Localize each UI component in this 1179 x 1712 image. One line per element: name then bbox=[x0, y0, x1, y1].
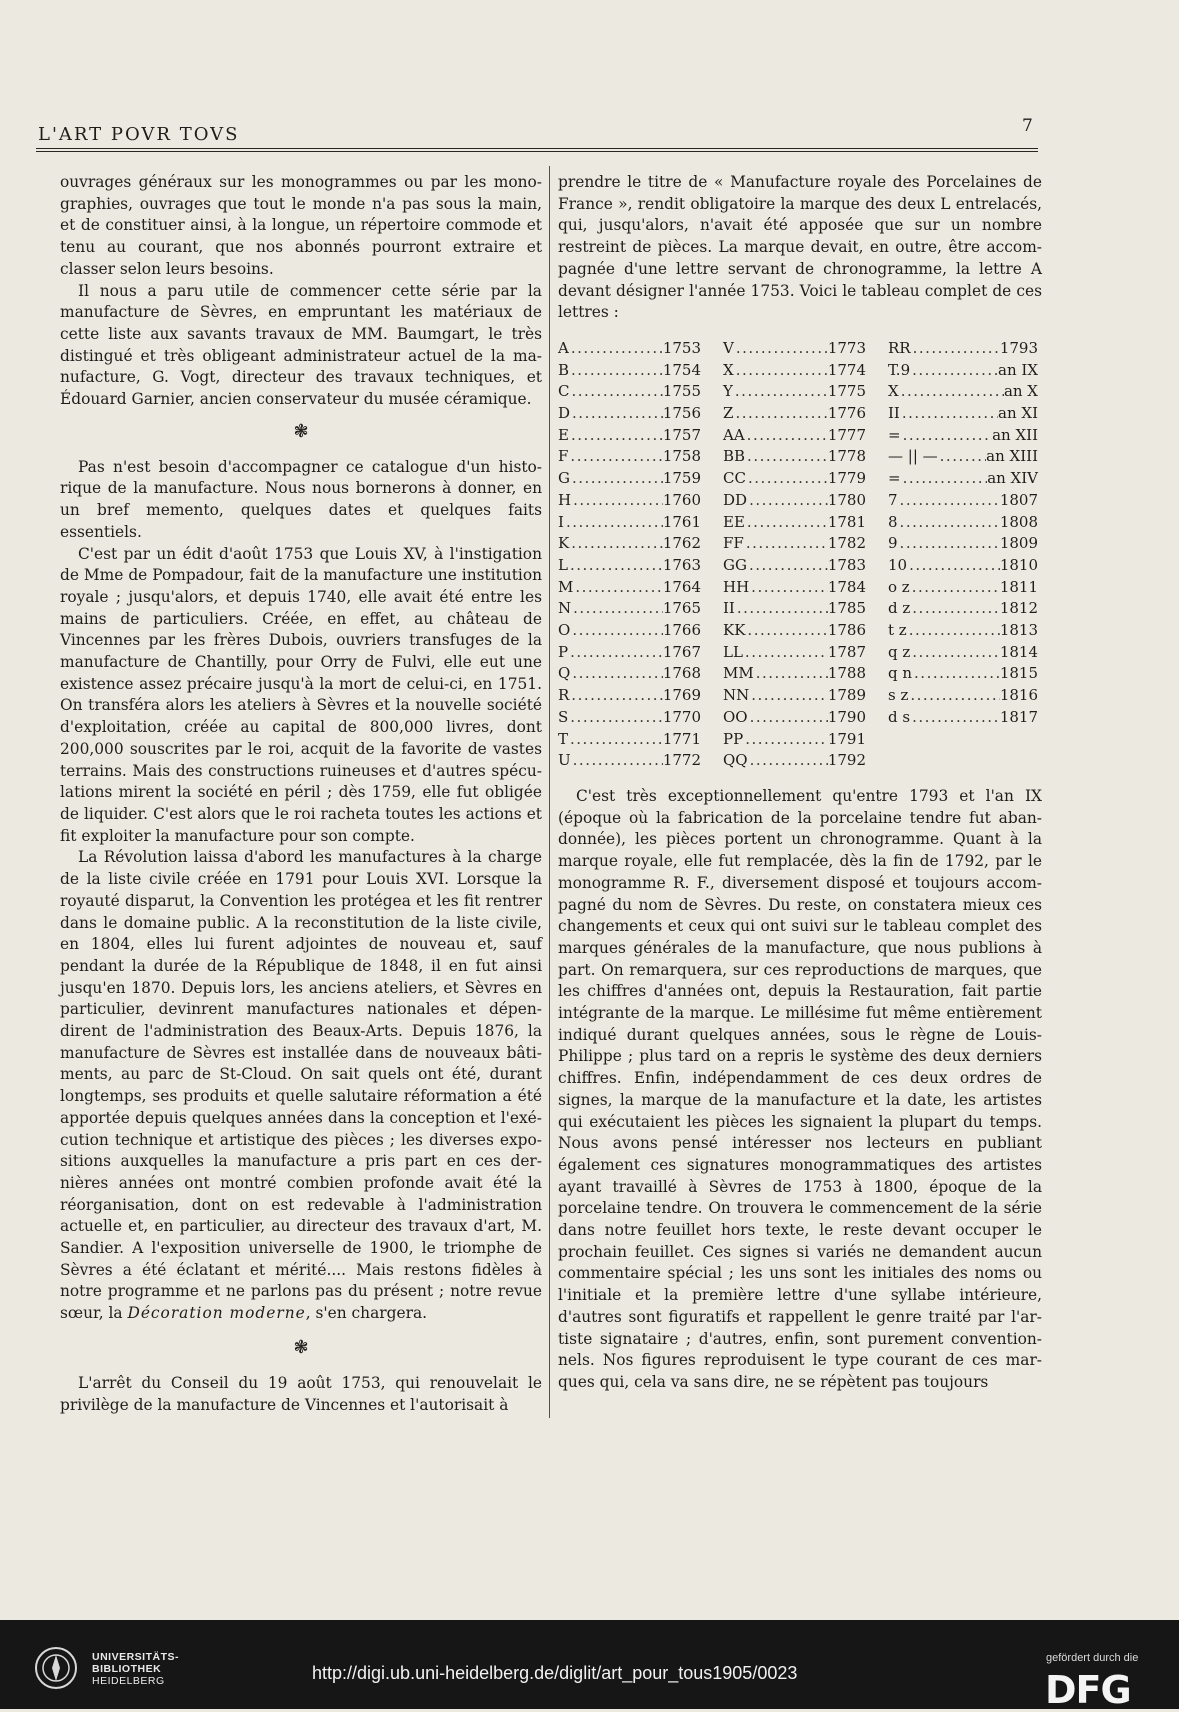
chronogram-row bbox=[558, 750, 701, 772]
leader-dots bbox=[899, 381, 1004, 403]
leader-dots bbox=[908, 685, 999, 707]
chronogram-letter: q n bbox=[888, 664, 913, 683]
journal-title: Décoration moderne bbox=[127, 1304, 306, 1323]
chronogram-year: 1772 bbox=[662, 751, 701, 770]
chronogram-letter: t z bbox=[888, 621, 907, 640]
chronogram-row bbox=[888, 468, 1038, 490]
chronogram-row bbox=[723, 381, 866, 403]
library-name bbox=[92, 1651, 179, 1687]
page-header-title: L'ART POVR TOVS bbox=[38, 124, 240, 145]
chronogram-letter: C bbox=[558, 382, 570, 401]
chronogram-year: 1793 bbox=[999, 338, 1038, 357]
chronogram-year: an XI bbox=[998, 404, 1038, 423]
chronogram-letter: E bbox=[558, 425, 569, 444]
page-number: 7 bbox=[1022, 116, 1033, 136]
chronogram-year: 1774 bbox=[827, 360, 866, 379]
chronogram-letter: DD bbox=[723, 490, 748, 509]
chronogram-year: 1760 bbox=[662, 490, 701, 509]
column-divider bbox=[549, 166, 550, 1418]
chronogram-year: 1780 bbox=[827, 490, 866, 509]
leader-dots bbox=[568, 555, 663, 577]
chronogram-year: 1757 bbox=[662, 425, 701, 444]
header-rule-thick bbox=[36, 151, 1038, 152]
chronogram-row bbox=[558, 598, 701, 620]
chronogram-row bbox=[723, 555, 866, 577]
chronogram-year: 1766 bbox=[662, 621, 701, 640]
chronogram-row bbox=[723, 533, 866, 555]
chronogram-letter: II bbox=[888, 404, 900, 423]
chronogram-year: 1811 bbox=[999, 577, 1038, 596]
leader-dots bbox=[569, 338, 663, 360]
chronogram-year: 1784 bbox=[827, 577, 866, 596]
chronogram-year: an XIV bbox=[987, 469, 1038, 488]
chronogram-letter: OO bbox=[723, 707, 748, 726]
left-paragraph-2: Il nous a paru utile de commencer cette série par la manufacture de Sèvres, en empruntant les matériaux de cette liste aux savants travaux de MM. Baumgart, le très distingué et très obligeant administrateur actuel de la manufacture, G. Vogt, directeur des travaux techniques, et Édouard Garnier, ancien conservateur du musée céramique. bbox=[60, 281, 542, 409]
chronogram-year: 1813 bbox=[999, 621, 1038, 640]
leader-dots bbox=[733, 381, 828, 403]
leader-dots bbox=[568, 707, 663, 729]
chronogram-year: an XIII bbox=[986, 447, 1038, 466]
leader-dots bbox=[911, 338, 1000, 360]
chronogram-row bbox=[723, 620, 866, 642]
chronogram-year: 1759 bbox=[662, 469, 701, 488]
chronogram-letter: HH bbox=[723, 577, 750, 596]
chronogram-row bbox=[558, 663, 701, 685]
leader-dots bbox=[571, 598, 663, 620]
leader-dots bbox=[734, 360, 828, 382]
chronogram-letter: S bbox=[558, 707, 569, 726]
leader-dots bbox=[938, 446, 987, 468]
chronogram-row bbox=[888, 555, 1038, 577]
chronogram-row bbox=[888, 403, 1038, 425]
chronogram-letter: Z bbox=[723, 404, 734, 423]
chronogram-row bbox=[888, 446, 1038, 468]
leader-dots bbox=[907, 620, 1000, 642]
chronogram-row bbox=[723, 577, 866, 599]
chronogram-year: 1782 bbox=[827, 534, 866, 553]
chronogram-row bbox=[558, 577, 701, 599]
chronogram-row bbox=[888, 685, 1038, 707]
funding-caption: gefördert durch die bbox=[1046, 1652, 1139, 1664]
chronogram-row bbox=[558, 446, 701, 468]
chronogram-row bbox=[558, 533, 701, 555]
chronogram-year: 1786 bbox=[827, 621, 866, 640]
chronogram-row bbox=[558, 403, 701, 425]
chronogram-year: 1775 bbox=[827, 382, 866, 401]
chronogram-letter: NN bbox=[723, 686, 750, 705]
chronogram-row bbox=[723, 750, 866, 772]
chronogram-row bbox=[888, 598, 1038, 620]
chronogram-letter: s z bbox=[888, 686, 909, 705]
leader-dots bbox=[569, 425, 663, 447]
chronogram-row bbox=[723, 512, 866, 534]
chronogram-column-3 bbox=[888, 338, 1038, 772]
chronogram-row bbox=[888, 512, 1038, 534]
chronogram-row bbox=[888, 577, 1038, 599]
chronogram-row bbox=[723, 446, 866, 468]
leader-dots bbox=[745, 512, 828, 534]
chronogram-year: an X bbox=[1003, 382, 1038, 401]
left-paragraph-1: ouvrages généraux sur les monogrammes ou par les monographies, ouvrages que tout le monde n'a pas sous la main, et de constituer ainsi, à la longue, un répertoire commode et tenu au courant, que nos abonnés pourront extraire et classer selon leurs besoins. bbox=[60, 173, 542, 278]
chronogram-year: 1771 bbox=[662, 729, 701, 748]
chronogram-letter: = bbox=[888, 469, 901, 488]
chronogram-letter: 10 bbox=[888, 555, 908, 574]
chronogram-row bbox=[723, 729, 866, 751]
chronogram-year: 1755 bbox=[662, 382, 701, 401]
leader-dots bbox=[910, 642, 1000, 664]
chronogram-year: 1754 bbox=[662, 360, 701, 379]
chronogram-row bbox=[723, 598, 866, 620]
library-line-2: BIBLIOTHEK bbox=[92, 1663, 162, 1675]
chronogram-row bbox=[888, 490, 1038, 512]
chronogram-row bbox=[723, 338, 866, 360]
chronogram-letter: Y bbox=[723, 382, 733, 401]
leader-dots bbox=[570, 468, 663, 490]
chronogram-row bbox=[558, 360, 701, 382]
leader-dots bbox=[733, 403, 827, 425]
leader-dots bbox=[907, 555, 1000, 577]
chronogram-letter: H bbox=[558, 490, 572, 509]
chronogram-column-1 bbox=[558, 338, 701, 772]
leader-dots bbox=[912, 663, 1000, 685]
chronogram-row bbox=[723, 468, 866, 490]
chronogram-row bbox=[558, 468, 701, 490]
chronogram-year: 1762 bbox=[662, 534, 701, 553]
chronogram-year: 1779 bbox=[827, 469, 866, 488]
chronogram-row bbox=[558, 490, 701, 512]
leader-dots bbox=[910, 360, 998, 382]
dfg-logo: DFG bbox=[1045, 1668, 1131, 1712]
chronogram-row bbox=[888, 663, 1038, 685]
chronogram-year: 1816 bbox=[999, 686, 1038, 705]
university-seal-icon bbox=[34, 1646, 78, 1690]
chronogram-letter: d s bbox=[888, 707, 911, 726]
chronogram-letter: X bbox=[888, 382, 899, 401]
chronogram-year: 1776 bbox=[827, 404, 866, 423]
leader-dots bbox=[745, 446, 828, 468]
chronogram-year: 1817 bbox=[999, 707, 1038, 726]
chronogram-letter: LL bbox=[723, 642, 743, 661]
header-rule bbox=[36, 148, 1038, 149]
chronogram-letter: P bbox=[558, 642, 569, 661]
leader-dots bbox=[571, 750, 663, 772]
leader-dots bbox=[898, 533, 1000, 555]
leader-dots bbox=[569, 360, 663, 382]
chronogram-letter: D bbox=[558, 404, 571, 423]
leader-dots bbox=[734, 338, 828, 360]
chronogram-letter: MM bbox=[723, 664, 754, 683]
chronogram-letter: KK bbox=[723, 621, 746, 640]
chronogram-row bbox=[888, 533, 1038, 555]
chronogram-row bbox=[558, 707, 701, 729]
leader-dots bbox=[571, 490, 663, 512]
chronogram-row bbox=[558, 620, 701, 642]
right-column bbox=[558, 172, 1042, 1394]
chronogram-row bbox=[558, 555, 701, 577]
chronogram-year: 1768 bbox=[662, 664, 701, 683]
chronogram-year: 1812 bbox=[999, 599, 1038, 618]
chronogram-letter: BB bbox=[723, 447, 746, 466]
leader-dots bbox=[900, 403, 998, 425]
leader-dots bbox=[735, 598, 828, 620]
chronogram-year: 1815 bbox=[999, 664, 1038, 683]
chronogram-year: an XII bbox=[992, 425, 1038, 444]
leader-dots bbox=[745, 620, 827, 642]
leader-dots bbox=[910, 707, 1000, 729]
chronogram-row bbox=[558, 685, 701, 707]
chronogram-letter: R bbox=[558, 686, 570, 705]
chronogram-year: 1761 bbox=[662, 512, 701, 531]
chronogram-year: 1778 bbox=[827, 447, 866, 466]
left-paragraph-5-end: , s'en chargera. bbox=[305, 1304, 428, 1323]
leader-dots bbox=[568, 729, 663, 751]
chronogram-letter: Q bbox=[558, 664, 571, 683]
chronogram-row bbox=[888, 707, 1038, 729]
chronogram-letter: GG bbox=[723, 555, 747, 574]
ornament-icon: ❃ bbox=[293, 1336, 309, 1358]
chronogram-letter: RR bbox=[888, 338, 911, 357]
chronogram-row bbox=[888, 338, 1038, 360]
chronogram-letter: AA bbox=[723, 425, 745, 444]
left-paragraph-4: C'est par un édit d'août 1753 que Louis XV, à l'instigation de Mme de Pompadour, fait de la manufacture une institution royale ; jusqu'alors, et depuis 1740, elle avait été entre les mains de particuliers. Créée, en effet, au château de Vincennes par les frères Dubois, ouvriers transfuges de la manufacture de Chantilly, pour Orry de Fulvi, elle eut une existence assez précaire jusqu'à la mort de celui-ci, en 1751. On transféra alors les ateliers à Sèvres et la nouvelle société d'exploitation, créée au capital de 800,000 livres, dont 200,000 souscrites par le roi, acquit de la favorite de vastes terrains. Mais des constructions ruineuses et d'autres spéculations mirent la société en péril ; dès 1759, elle fut obligée de liquider. C'est alors que le roi racheta toutes les actions et fit exploiter la manufacture pour son compte. bbox=[60, 544, 542, 845]
leader-dots bbox=[910, 577, 1000, 599]
leader-dots bbox=[573, 577, 662, 599]
chronogram-year: an IX bbox=[998, 360, 1038, 379]
chronogram-letter: FF bbox=[723, 534, 744, 553]
chronogram-year: 1756 bbox=[662, 404, 701, 423]
chronogram-year: 1810 bbox=[999, 555, 1038, 574]
chronogram-letter: F bbox=[558, 447, 569, 466]
chronogram-letter: I bbox=[558, 512, 564, 531]
chronogram-year: 1808 bbox=[999, 512, 1038, 531]
chronogram-letter: 9 bbox=[888, 534, 898, 553]
library-line-1: UNIVERSITÄTS- bbox=[92, 1651, 180, 1663]
chronogram-letter: — || — bbox=[888, 447, 938, 466]
library-line-3: HEIDELBERG bbox=[92, 1675, 165, 1687]
chronogram-letter: T.9 bbox=[888, 360, 911, 379]
chronogram-year: 1809 bbox=[999, 534, 1038, 553]
leader-dots bbox=[746, 468, 828, 490]
left-paragraph-3: Pas n'est besoin d'accompagner ce catalogue d'un historique de la manufacture. Nous nous bornerons à donner, en un bref memento, quelques dates et quelques faits essentiels. bbox=[60, 457, 542, 541]
chronogram-year: 1753 bbox=[662, 338, 701, 357]
chronogram-row bbox=[723, 360, 866, 382]
chronogram-year: 1758 bbox=[662, 447, 701, 466]
chronogram-letter: B bbox=[558, 360, 570, 379]
chronogram-letter: L bbox=[558, 555, 568, 574]
leader-dots bbox=[570, 620, 663, 642]
chronogram-year: 1781 bbox=[827, 512, 866, 531]
chronogram-row bbox=[723, 425, 866, 447]
chronogram-letter: T bbox=[558, 729, 569, 748]
chronogram-year: 1767 bbox=[662, 642, 701, 661]
chronogram-year: 1785 bbox=[827, 599, 866, 618]
chronogram-table bbox=[558, 338, 1042, 772]
chronogram-year: 1807 bbox=[999, 490, 1038, 509]
chronogram-letter: O bbox=[558, 621, 571, 640]
chronogram-row bbox=[558, 381, 701, 403]
chronogram-row bbox=[888, 620, 1038, 642]
chronogram-row bbox=[888, 381, 1038, 403]
left-paragraph-6: L'arrêt du Conseil du 19 août 1753, qui renouvelait le privilège de la manufacture de Vincennes et l'autorisait à bbox=[60, 1373, 542, 1414]
chronogram-letter: X bbox=[723, 360, 734, 379]
leader-dots bbox=[754, 663, 828, 685]
chronogram-letter: II bbox=[723, 599, 735, 618]
chronogram-year: 1765 bbox=[662, 599, 701, 618]
chronogram-year: 1763 bbox=[662, 555, 701, 574]
leader-dots bbox=[747, 555, 828, 577]
chronogram-row bbox=[723, 663, 866, 685]
chronogram-year: 1789 bbox=[827, 686, 866, 705]
leader-dots bbox=[745, 425, 828, 447]
leader-dots bbox=[901, 468, 988, 490]
chronogram-letter: A bbox=[558, 338, 569, 357]
chronogram-row bbox=[888, 425, 1038, 447]
chronogram-letter: CC bbox=[723, 469, 746, 488]
chronogram-row bbox=[723, 403, 866, 425]
chronogram-letter: PP bbox=[723, 729, 744, 748]
leader-dots bbox=[744, 533, 828, 555]
chronogram-letter: d z bbox=[888, 599, 911, 618]
chronogram-letter: K bbox=[558, 534, 570, 553]
chronogram-letter: V bbox=[723, 338, 734, 357]
left-paragraph-5-text: La Révolution laissa d'abord les manufactures à la charge de la liste civile créée en 1791 pour Louis XVI. Lorsque la royauté disparut, la Convention les protégea et les fit rentrer dans le domaine public. A la reconstitution de la liste civile, en 1804, elles lui furent adjointes de nouveau et, sauf pendant la durée de la République de 1848, il en fut ainsi jusqu'en 1870. Depuis lors, les anciens ateliers, et Sèvres en particulier, devinrent manufactures nationales et dépendirent de l'administration des Beaux-Arts. Depuis 1876, la manufacture de Sèvres est installée dans de nouveaux bâtiments, au parc de St-Cloud. On sait quels ont été, durant longtemps, ses produits et quelle salutaire réformation a été apportée depuis quelques années dans la conception et l'exécution technique et artistique des pièces ; les diverses expositions auxquelles la manufacture a pris part en ces dernières années ont montré combien profonde avait été la réorganisation, dont on est redevable à l'administration actuelle et, en particulier, au directeur des travaux d'art, M. Sandier. A l'exposition universelle de 1900, le triomphe de Sèvres a été éclatant et mérité.... Mais restons fidèles à notre programme et ne parlons pas du présent ; notre revue sœur, la bbox=[60, 848, 542, 1323]
chronogram-year: 1790 bbox=[827, 707, 866, 726]
chronogram-year: 1773 bbox=[827, 338, 866, 357]
chronogram-row bbox=[888, 642, 1038, 664]
footer-bar bbox=[0, 1620, 1179, 1712]
chronogram-row bbox=[888, 360, 1038, 382]
right-paragraph-1: prendre le titre de « Manufacture royale des Porcelaines de France », rendit obligatoire la marque des deux L entrelacés, qui, jusqu'alors, n'avait été apposée que sur un nombre restreint de pièces. La marque devait, en outre, être accompagnée d'une lettre servant de chronogramme, la lettre A devant désigner l'année 1753. Voici le tableau complet de ces lettres : bbox=[558, 173, 1042, 322]
chronogram-row bbox=[723, 685, 866, 707]
leader-dots bbox=[570, 663, 663, 685]
leader-dots bbox=[564, 512, 663, 534]
chronogram-letter: EE bbox=[723, 512, 745, 531]
leader-dots bbox=[569, 685, 663, 707]
left-paragraph-5 bbox=[60, 847, 542, 1324]
leader-dots bbox=[901, 425, 993, 447]
leader-dots bbox=[898, 512, 1000, 534]
leader-dots bbox=[749, 685, 828, 707]
chronogram-letter: 8 bbox=[888, 512, 898, 531]
chronogram-year: 1814 bbox=[999, 642, 1038, 661]
leader-dots bbox=[748, 707, 828, 729]
leader-dots bbox=[570, 403, 663, 425]
chronogram-letter: = bbox=[888, 425, 901, 444]
leader-dots bbox=[568, 446, 662, 468]
chronogram-column-2 bbox=[723, 338, 866, 772]
chronogram-year: 1783 bbox=[827, 555, 866, 574]
left-column bbox=[60, 172, 542, 1416]
leader-dots bbox=[898, 490, 1000, 512]
chronogram-year: 1770 bbox=[662, 707, 701, 726]
chronogram-letter: QQ bbox=[723, 751, 748, 770]
leader-dots bbox=[743, 642, 828, 664]
chronogram-row bbox=[558, 729, 701, 751]
right-paragraph-2: C'est très exceptionnellement qu'entre 1793 et l'an IX (époque où la fabrication de la porcelaine tendre fut abandonnée), les pièces portent un chronogramme. Quant à la marque royale, elle fut remplacée, dès la fin de 1792, par le monogramme R. F., diversement disposé et toujours accompagné du nom de Sèvres. Du reste, on constatera mieux ces changements et ceux qui ont suivi sur le tableau complet des marques générales de la manufacture, que nous publions à part. On remarquera, sur ces reproductions de marques, que les chiffres d'années ont, depuis la Restauration, fait partie intégrante de la marque. Le millésime fut même entièrement indiqué durant quelques années, sous le règne de Louis-Philippe ; plus tard on a repris le système des deux derniers chiffres. Enfin, indépendamment de ces deux ordres de signes, la marque de la manufacture et la date, les artistes qui exécutaient les pièces les signaient la plupart du temps. Nous avons pensé intéresser nos lecteurs en publiant également ces signatures monogrammatiques des artistes ayant travaillé à Sèvres de 1753 à 1800, époque de la porcelaine tendre. On trouvera le commencement de la série dans notre feuillet hors texte, le reste devant occuper le prochain feuillet. Ces signes si variés ne demandent aucun commentaire spécial ; les uns sont les initiales des noms ou l'initiale et la première lettre d'une syllabe intérieure, d'autres sont figuratifs et rappellent le genre traité par l'artiste signataire ; d'autres, enfin, sont purement conventionnels. Nos figures reproduisent le type courant de ces marques qui, cela va sans dire, ne se répètent pas toujours bbox=[558, 786, 1042, 1391]
chronogram-year: 1788 bbox=[827, 664, 866, 683]
chronogram-year: 1769 bbox=[662, 686, 701, 705]
leader-dots bbox=[910, 598, 1000, 620]
leader-dots bbox=[743, 729, 828, 751]
chronogram-row bbox=[723, 707, 866, 729]
chronogram-letter: N bbox=[558, 599, 572, 618]
chronogram-letter: U bbox=[558, 751, 571, 770]
leader-dots bbox=[749, 577, 828, 599]
leader-dots bbox=[569, 381, 662, 403]
chronogram-letter: o z bbox=[888, 577, 910, 596]
chronogram-year: 1777 bbox=[827, 425, 866, 444]
leader-dots bbox=[568, 642, 663, 664]
leader-dots bbox=[747, 490, 828, 512]
chronogram-row bbox=[723, 642, 866, 664]
permalink-url[interactable]: http://digi.ub.uni-heidelberg.de/diglit/art_pour_tous1905/0023 bbox=[312, 1663, 798, 1683]
chronogram-year: 1787 bbox=[827, 642, 866, 661]
chronogram-letter: G bbox=[558, 469, 570, 488]
chronogram-row bbox=[723, 490, 866, 512]
chronogram-row bbox=[558, 338, 701, 360]
chronogram-year: 1764 bbox=[662, 577, 701, 596]
chronogram-letter: M bbox=[558, 577, 574, 596]
chronogram-row bbox=[558, 425, 701, 447]
chronogram-row bbox=[558, 512, 701, 534]
chronogram-year: 1791 bbox=[827, 729, 866, 748]
leader-dots bbox=[569, 533, 663, 555]
chronogram-letter: 7 bbox=[888, 490, 898, 509]
ornament-icon: ❃ bbox=[293, 420, 309, 442]
chronogram-year: 1792 bbox=[827, 751, 866, 770]
chronogram-row bbox=[558, 642, 701, 664]
leader-dots bbox=[748, 750, 828, 772]
chronogram-letter: q z bbox=[888, 642, 911, 661]
